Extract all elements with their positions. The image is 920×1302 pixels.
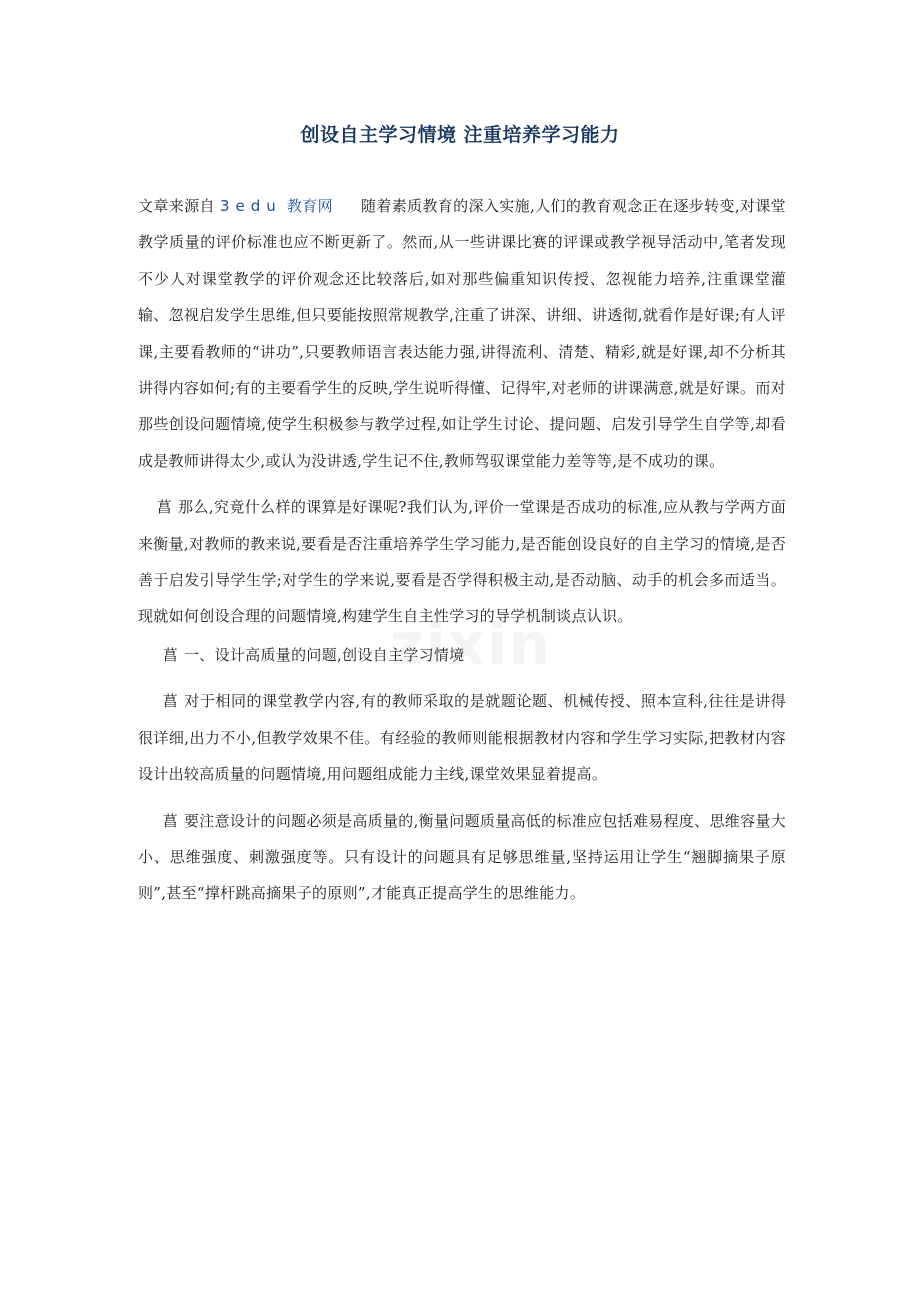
section-heading: 一、设计高质量的问题,创设自主学习情境 <box>184 645 465 664</box>
source-net-label: 教育网 <box>286 197 333 215</box>
paragraph-4 <box>138 683 786 792</box>
paragraph-3 <box>138 637 786 673</box>
bullet-glyph: 菖 <box>162 811 178 830</box>
paragraph-5-text: 要注意设计的问题必须是高质量的,衡量问题质量高低的标准应包括难易程度、思维容量大小、思维强度、刺激强度等。只有设计的问题具有足够思维量,坚持运用让学生“翘脚摘果子原则”,甚至“撑杆跳高摘果子的原则”,才能真正提高学生的思维能力。 <box>138 811 786 903</box>
paragraph-1-text: 随着素质教育的深入实施,人们的教育观念正在逐步转变,对课堂教学质量的评价标准也应不断更新了。然而,从一些讲课比赛的评课或教学视导活动中,笔者发现不少人对课堂教学的评价观念还比较落后,如对那些偏重知识传授、忽视能力培养,注重课堂灌输、忽视启发学生思维,但只要能按照常规教学,注重了讲深、讲细、讲透彻,就看作是好课;有人评课,主要看教师的“讲功”,只要教师语言表达能力强,讲得流利、清楚、精彩,就是好课,却不分析其讲得内容如何;有的主要看学生的反映,学生说听得懂、记得牢,对老师的讲课满意,就是好课。而对那些创设问题情境,使学生积极参与教学过程,如让学生讨论、提问题、启发引导学生自学等,却看成是教师讲得太少,或认为没讲透,学生记不住,教师驾驭课堂能力差等等,是不成功的课。 <box>138 197 786 470</box>
source-site-link[interactable]: 3edu <box>219 197 282 215</box>
bullet-glyph: 菖 <box>162 692 178 711</box>
paragraph-1 <box>138 188 786 479</box>
bullet-glyph: 菖 <box>156 498 172 517</box>
source-prefix: 文章来源自 <box>138 197 215 215</box>
watermark: zixin <box>390 610 553 678</box>
paragraph-4-text: 对于相同的课堂教学内容,有的教师采取的是就题论题、机械传授、照本宣科,往往是讲得很详细,出力不小,但教学效果不佳。有经验的教师则能根据教材内容和学生学习实际,把教材内容设计出较高质量的问题情境,用问题组成能力主线,课堂效果显着提高。 <box>138 692 786 784</box>
document-title: 创设自主学习情境 注重培养学习能力 <box>300 124 620 146</box>
paragraph-2-text: 那么,究竟什么样的课算是好课呢?我们认为,评价一堂课是否成功的标准,应从教与学两方面来衡量,对教师的教来说,要看是否注重培养学生学习能力,是否能创设良好的自主学习的情境,是否善于启发引导学生学;对学生的学来说,要看是否学得积极主动,是否动脑、动手的机会多而适当。现就如何创设合理的问题情境,构建学生自主性学习的导学机制谈点认识。 <box>138 498 786 626</box>
document-body <box>138 188 786 912</box>
paragraph-2 <box>138 489 786 635</box>
paragraph-5 <box>138 803 786 912</box>
bullet-glyph: 菖 <box>162 645 178 664</box>
